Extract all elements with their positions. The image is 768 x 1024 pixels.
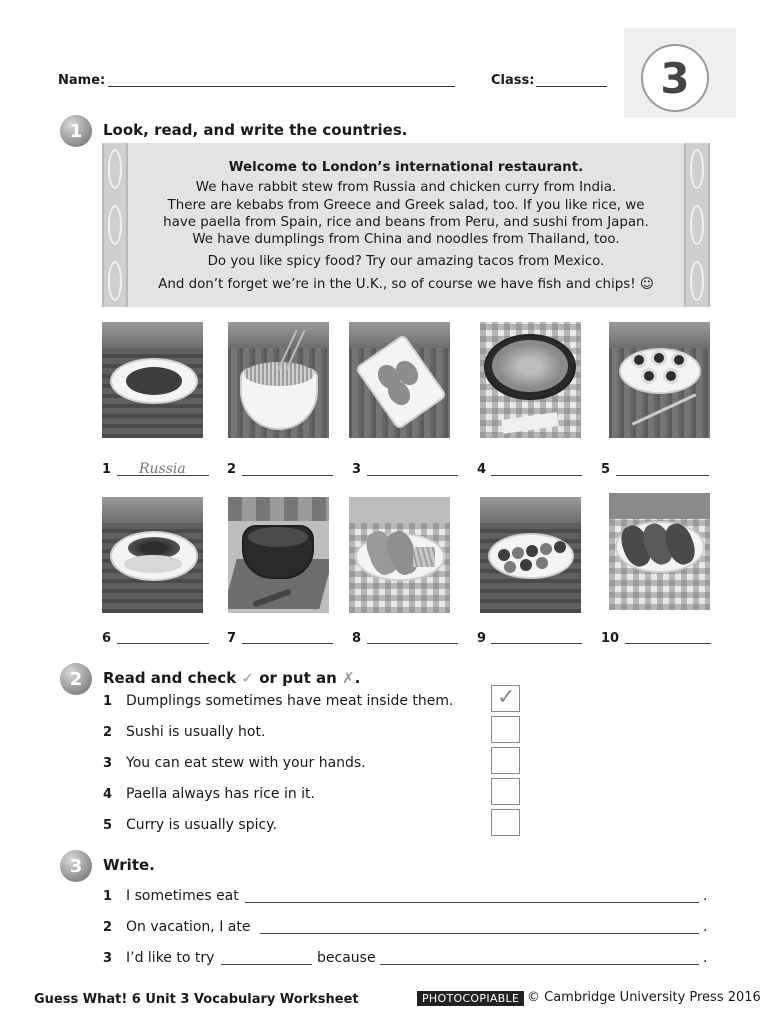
write-end: . [703,888,708,904]
item-number: 7 [227,631,237,646]
answer-line-6[interactable] [117,643,209,644]
write-prompt: I’d like to try [126,950,215,966]
write-line-3a[interactable] [221,964,312,965]
copyright-text: © Cambridge University Press 2016 [527,990,761,1005]
checkbox-3[interactable] [491,747,520,774]
section-1-title: Look, read, and write the countries. [103,121,408,139]
reading-line: Do you like spicy food? Try our amazing tacos from Mexico. [207,254,605,270]
reading-title: Welcome to London’s international restaurant. [228,160,584,175]
check-mark-icon: ✓ [497,685,516,710]
statement-text: Curry is usually spicy. [126,817,277,833]
name-label: Name: [58,73,106,88]
sushi-photo [609,322,710,438]
write-middle: because [317,950,376,966]
section-3-title: Write. [103,856,155,874]
item-number: 1 [103,694,113,709]
item-number: 2 [103,920,113,935]
item-number: 3 [352,462,362,477]
photocopiable-badge: PHOTOCOPIABLE [417,991,524,1006]
answer-line-5[interactable] [616,475,709,476]
write-prompt: On vacation, I ate [126,919,251,935]
checkbox-2[interactable] [491,716,520,743]
section-2-title-part2: or put an [259,669,337,687]
kebabs-photo [480,497,581,613]
answer-line-2[interactable] [242,475,333,476]
answer-example: Russia [139,461,186,477]
scroll-left-edge [102,143,128,307]
reading-line: And don’t forget we’re in the U.K., so of course we have fish and chips! ☺ [158,276,654,292]
checkbox-5[interactable] [491,809,520,836]
dumplings-photo [349,322,450,438]
section-2-title-end: . [354,669,361,687]
write-end: . [703,950,708,966]
class-field[interactable] [536,86,607,87]
item-number: 9 [477,631,487,646]
section-2-number: 2 [60,663,92,695]
section-1-number: 1 [60,115,92,147]
write-end: . [703,919,708,935]
write-line-2[interactable] [260,933,699,934]
answer-line-4[interactable] [491,475,582,476]
item-number: 1 [103,889,113,904]
item-number: 2 [103,725,113,740]
statement-text: Dumplings sometimes have meat inside them. [126,693,454,709]
item-number: 6 [102,631,112,646]
checkbox-4[interactable] [491,778,520,805]
item-number: 8 [352,631,362,646]
answer-line-10[interactable] [625,643,711,644]
checkbox-1[interactable] [491,685,520,712]
write-line-3b[interactable] [380,964,699,965]
class-label: Class: [491,73,535,88]
statement-text: Paella always has rice in it. [126,786,315,802]
reading-passage-box [102,143,710,307]
reading-line: We have rabbit stew from Russia and chicken curry from India. [195,180,617,196]
answer-line-3[interactable] [367,475,458,476]
item-number: 5 [601,462,611,477]
unit-number-badge: 3 [641,44,709,112]
item-number: 1 [102,462,112,477]
item-number: 2 [227,462,237,477]
item-number: 5 [103,818,113,833]
answer-line-9[interactable] [491,643,582,644]
name-field[interactable] [108,86,455,87]
footer-title: Guess What! 6 Unit 3 Vocabulary Worksheet [34,992,359,1007]
section-2-title-part1: Read and check [103,669,237,687]
item-number: 4 [103,787,113,802]
item-number: 3 [103,756,113,771]
tacos-photo [609,493,710,610]
answer-line-8[interactable] [367,643,458,644]
check-mark-icon: ✓ [241,669,254,687]
reading-line: have paella from Spain, rice and beans from Peru, and sushi from Japan. [163,214,649,230]
fish-and-chips-photo [349,497,450,613]
statement-text: You can eat stew with your hands. [126,755,366,771]
answer-line-7[interactable] [242,643,333,644]
noodles-photo [228,322,329,438]
statement-text: Sushi is usually hot. [126,724,266,740]
item-number: 10 [601,631,620,646]
paella-photo [480,322,581,438]
scroll-right-edge [684,143,710,307]
item-number: 4 [477,462,487,477]
reading-line: We have dumplings from China and noodles from Thailand, too. [192,232,620,248]
section-2-title [103,669,360,687]
write-prompt: I sometimes eat [126,888,239,904]
cross-mark-icon: ✗ [342,669,355,687]
reading-line: There are kebabs from Greece and Greek salad, too. If you like rice, we [167,197,645,213]
write-line-1[interactable] [245,902,699,903]
section-3-number: 3 [60,850,92,882]
reading-passage [134,159,678,293]
item-number: 3 [103,951,113,966]
rice-and-beans-photo [102,497,203,613]
curry-pot-photo [228,497,329,613]
rabbit-stew-photo [102,322,203,438]
